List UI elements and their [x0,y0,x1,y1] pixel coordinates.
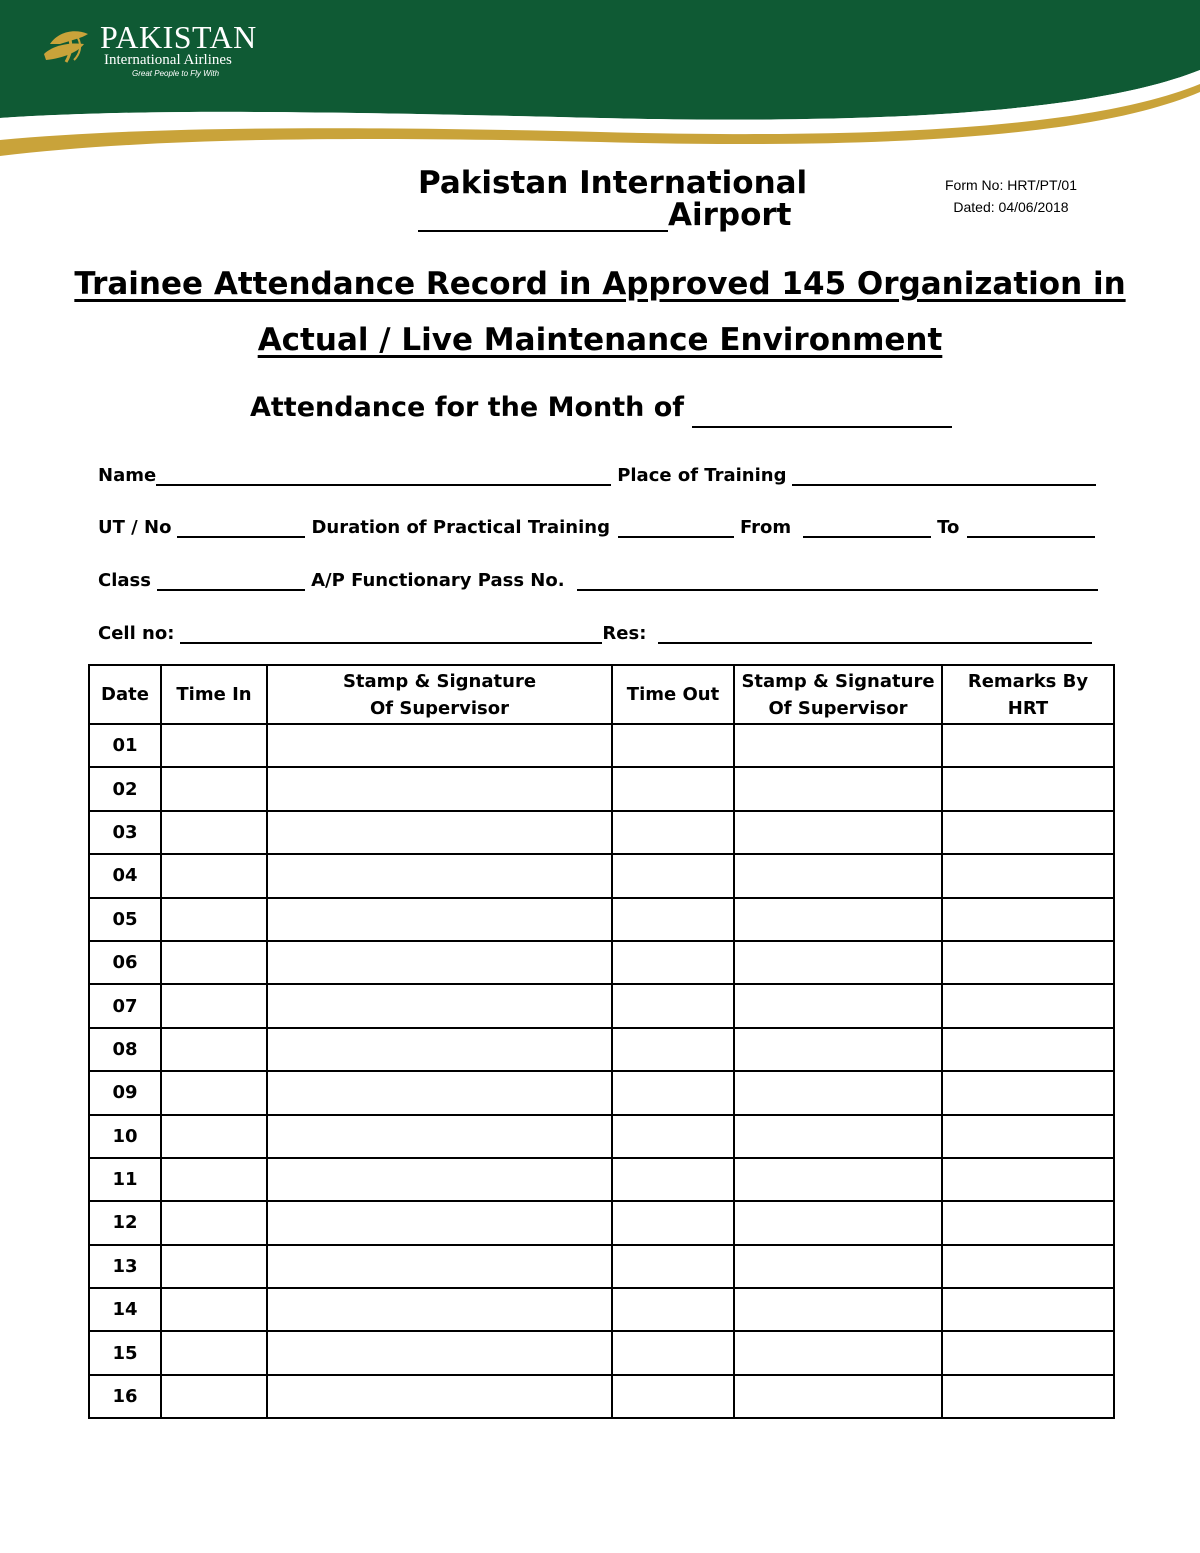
to-label: To [937,517,960,538]
time-in-cell[interactable] [161,941,267,984]
time-in-cell[interactable] [161,1245,267,1288]
time-out-cell[interactable] [612,941,734,984]
time-in-cell[interactable] [161,984,267,1027]
date-cell: 05 [89,898,161,941]
stamp-in-cell[interactable] [267,1245,612,1288]
date-cell: 06 [89,941,161,984]
remarks-cell[interactable] [942,1201,1114,1244]
stamp-in-cell[interactable] [267,1375,612,1418]
time-out-cell[interactable] [612,1071,734,1114]
header-stamp-line-1: Stamp & Signature [741,670,935,692]
from-label: From [740,517,792,538]
name-field[interactable] [156,464,611,486]
pass-no-field[interactable] [577,569,1098,591]
table-row [89,1028,1114,1071]
document-title [60,256,1140,368]
remarks-cell[interactable] [942,1288,1114,1331]
stamp-out-cell[interactable] [734,1375,942,1418]
attendance-table [88,664,1115,1419]
table-row [89,767,1114,810]
time-in-cell[interactable] [161,898,267,941]
remarks-cell[interactable] [942,941,1114,984]
stamp-out-cell[interactable] [734,941,942,984]
table-row [89,1245,1114,1288]
date-cell: 16 [89,1375,161,1418]
time-in-cell[interactable] [161,1201,267,1244]
class-field[interactable] [157,569,305,591]
stamp-out-cell[interactable] [734,724,942,767]
remarks-cell[interactable] [942,724,1114,767]
remarks-cell[interactable] [942,1115,1114,1158]
logo-tagline: Great People to Fly With [132,69,220,78]
header-stamp-line-2: Of Supervisor [369,697,509,719]
stamp-out-cell[interactable] [734,1115,942,1158]
stamp-out-cell[interactable] [734,1201,942,1244]
date-cell: 15 [89,1331,161,1374]
airport-name-blank[interactable] [418,198,668,232]
pass-no-label: A/P Functionary Pass No. [311,570,565,591]
table-row [89,1158,1114,1201]
time-out-cell[interactable] [612,898,734,941]
duration-label: Duration of Practical Training [311,517,610,538]
stamp-in-cell[interactable] [267,724,612,767]
month-label: Attendance for the Month of [250,392,685,423]
stamp-in-cell[interactable] [267,1158,612,1201]
time-out-cell[interactable] [612,724,734,767]
date-cell: 12 [89,1201,161,1244]
stamp-in-cell[interactable] [267,811,612,854]
from-field[interactable] [803,516,931,538]
date-cell: 04 [89,854,161,897]
stamp-out-cell[interactable] [734,1245,942,1288]
table-row [89,724,1114,767]
res-field[interactable] [658,622,1092,644]
table-row [89,941,1114,984]
time-out-cell[interactable] [612,984,734,1027]
time-in-cell[interactable] [161,724,267,767]
header-stamp-line-1: Stamp & Signature [342,670,537,692]
remarks-cell[interactable] [942,1158,1114,1201]
header-stamp-signature-out [734,665,942,724]
remarks-cell[interactable] [942,984,1114,1027]
date-cell: 14 [89,1288,161,1331]
stamp-in-cell[interactable] [267,1028,612,1071]
header-stamp-line-2: Of Supervisor [768,697,908,719]
table-row [89,898,1114,941]
time-in-cell[interactable] [161,1071,267,1114]
table-row [89,1115,1114,1158]
to-field[interactable] [967,516,1095,538]
date-cell: 02 [89,767,161,810]
stamp-out-cell[interactable] [734,898,942,941]
table-row [89,1375,1114,1418]
field-row-contact [98,614,1098,644]
field-row-ut [98,508,1098,538]
header-banner [0,0,1200,170]
stamp-out-cell[interactable] [734,767,942,810]
time-in-cell[interactable] [161,1115,267,1158]
field-row-name [98,456,1098,486]
time-in-cell[interactable] [161,811,267,854]
time-in-cell[interactable] [161,1158,267,1201]
remarks-cell[interactable] [942,1375,1114,1418]
cell-no-label: Cell no: [98,623,175,644]
stamp-in-cell[interactable] [267,984,612,1027]
remarks-cell[interactable] [942,767,1114,810]
month-field[interactable] [692,400,952,428]
table-row [89,984,1114,1027]
time-in-cell[interactable] [161,1028,267,1071]
time-in-cell[interactable] [161,854,267,897]
form-number: Form No: HRT/PT/01 [945,177,1077,193]
stamp-in-cell[interactable] [267,1331,612,1374]
form-date: Dated: 04/06/2018 [953,199,1069,215]
remarks-cell[interactable] [942,1331,1114,1374]
stamp-in-cell[interactable] [267,854,612,897]
header-time-out: Time Out [612,665,734,724]
time-out-cell[interactable] [612,767,734,810]
table-row [89,1071,1114,1114]
table-row [89,1201,1114,1244]
time-in-cell[interactable] [161,1288,267,1331]
stamp-in-cell[interactable] [267,1288,612,1331]
stamp-out-cell[interactable] [734,1071,942,1114]
airport-word: Airport [668,197,792,233]
time-out-cell[interactable] [612,1158,734,1201]
time-out-cell[interactable] [612,1288,734,1331]
date-cell: 13 [89,1245,161,1288]
time-out-cell[interactable] [612,854,734,897]
stamp-out-cell[interactable] [734,1158,942,1201]
logo-emblem-icon [38,24,100,70]
stamp-out-cell[interactable] [734,854,942,897]
date-cell: 11 [89,1158,161,1201]
title-line-1: Trainee Attendance Record in Approved 145 Organization in [74,266,1126,302]
remarks-cell[interactable] [942,1071,1114,1114]
stamp-in-cell[interactable] [267,1115,612,1158]
date-cell: 08 [89,1028,161,1071]
stamp-out-cell[interactable] [734,984,942,1027]
time-out-cell[interactable] [612,1375,734,1418]
logo-subtitle: International Airlines [104,52,232,68]
header-date: Date [89,665,161,724]
table-row [89,854,1114,897]
header-remarks-line-2: HRT [1007,697,1049,719]
airport-line-1: Pakistan International [418,165,808,201]
time-out-cell[interactable] [612,1331,734,1374]
stamp-in-cell[interactable] [267,1071,612,1114]
table-row [89,811,1114,854]
cell-no-field[interactable] [180,622,602,644]
time-in-cell[interactable] [161,1331,267,1374]
stamp-in-cell[interactable] [267,941,612,984]
remarks-cell[interactable] [942,811,1114,854]
ut-no-label: UT / No [98,517,172,538]
duration-field[interactable] [618,516,734,538]
stamp-in-cell[interactable] [267,767,612,810]
field-row-class [98,561,1098,591]
date-cell: 07 [89,984,161,1027]
stamp-in-cell[interactable] [267,1201,612,1244]
time-out-cell[interactable] [612,1245,734,1288]
time-out-cell[interactable] [612,811,734,854]
remarks-cell[interactable] [942,1245,1114,1288]
stamp-out-cell[interactable] [734,1288,942,1331]
header-remarks-line-1: Remarks By [967,670,1089,692]
table-header-row [89,665,1114,724]
time-out-cell[interactable] [612,1028,734,1071]
date-cell: 10 [89,1115,161,1158]
stamp-out-cell[interactable] [734,1331,942,1374]
time-in-cell[interactable] [161,767,267,810]
form-meta [926,174,1096,218]
time-out-cell[interactable] [612,1201,734,1244]
header-remarks [942,665,1114,724]
header-time-in: Time In [161,665,267,724]
time-in-cell[interactable] [161,1375,267,1418]
place-of-training-field[interactable] [792,464,1096,486]
date-cell: 09 [89,1071,161,1114]
airport-line-2 [418,198,798,236]
class-label: Class [98,570,151,591]
attendance-table-body [89,724,1114,1418]
pia-logo [38,18,278,88]
stamp-in-cell[interactable] [267,898,612,941]
table-row [89,1331,1114,1374]
remarks-cell[interactable] [942,854,1114,897]
table-row [89,1288,1114,1331]
place-of-training-label: Place of Training [617,465,787,486]
logo-name: PAKISTAN [100,19,257,55]
month-line [250,388,970,428]
stamp-out-cell[interactable] [734,811,942,854]
time-out-cell[interactable] [612,1115,734,1158]
header-stamp-signature-in [267,665,612,724]
stamp-out-cell[interactable] [734,1028,942,1071]
date-cell: 01 [89,724,161,767]
remarks-cell[interactable] [942,1028,1114,1071]
date-cell: 03 [89,811,161,854]
res-label: Res: [602,623,647,644]
name-label: Name [98,465,157,486]
ut-no-field[interactable] [177,516,305,538]
title-line-2: Actual / Live Maintenance Environment [257,322,943,358]
remarks-cell[interactable] [942,898,1114,941]
